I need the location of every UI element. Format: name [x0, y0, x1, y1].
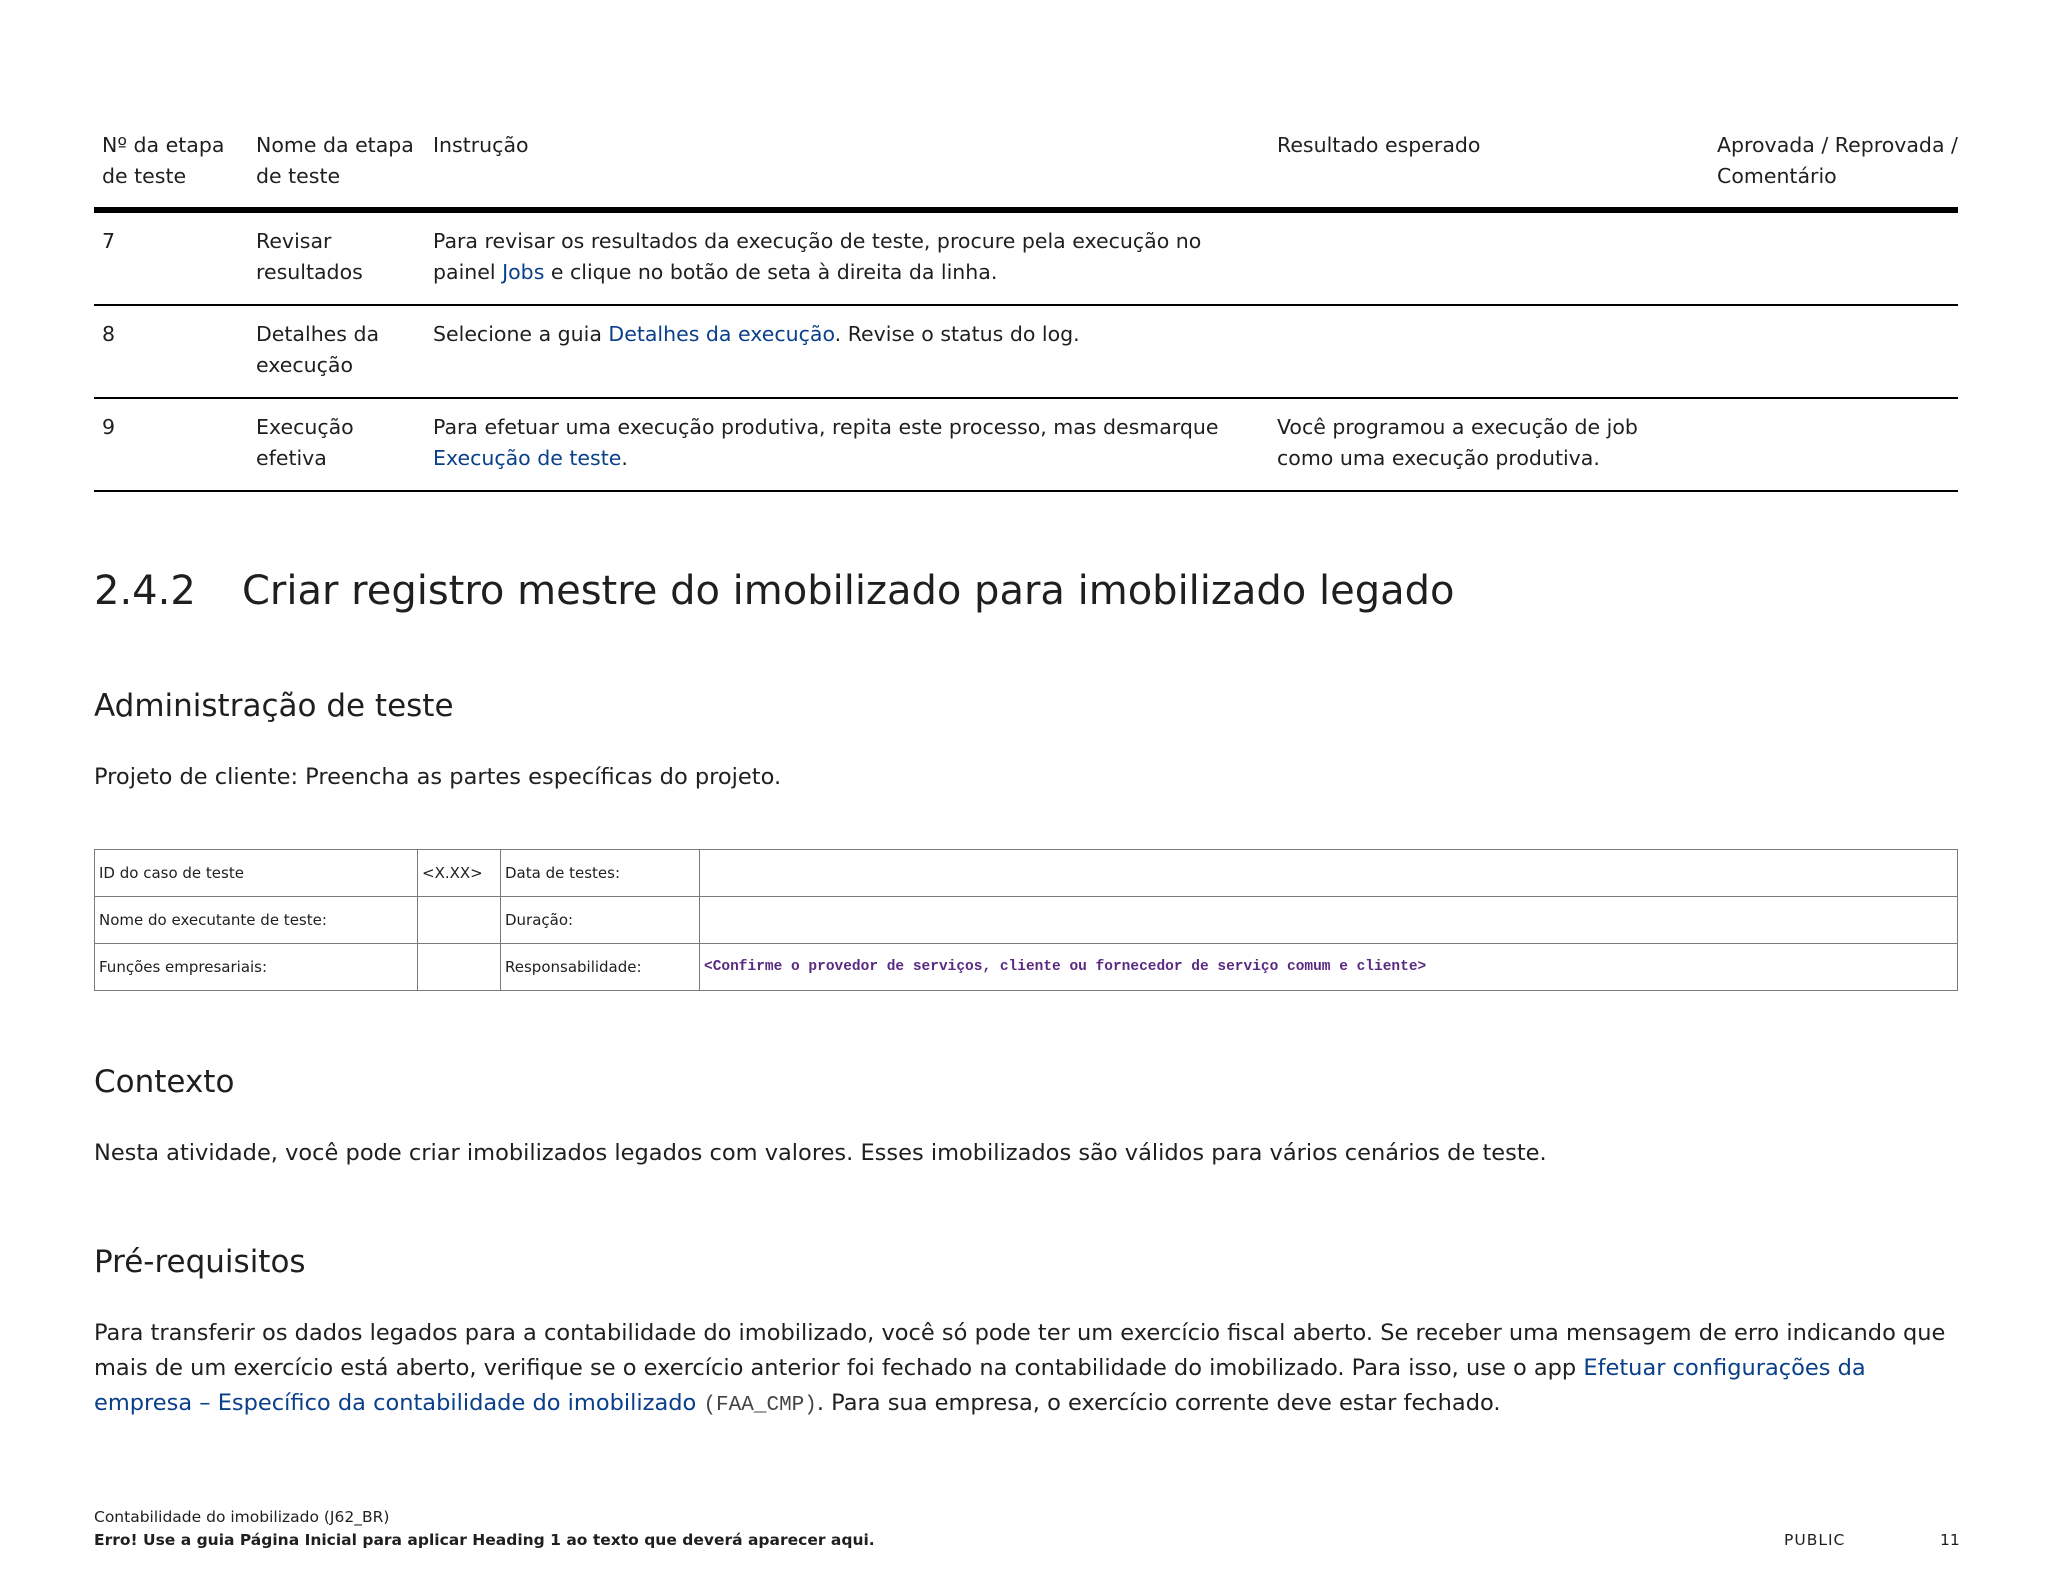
step-instruction [426, 226, 1270, 304]
instruction-text: . Revise o status do log. [834, 322, 1080, 346]
header-pass-fail: Aprovada / Reprovada / Comentário [1717, 133, 1958, 188]
instruction-text: e clique no botão de seta à direita da linha. [544, 260, 998, 284]
admin-label: Nome do executante de teste: [95, 897, 418, 944]
header-step-number: Nº da etapa de teste [102, 133, 225, 188]
admin-label: ID do caso de teste [95, 850, 418, 897]
header-instruction: Instrução [433, 133, 529, 157]
footer-classification: PUBLIC [1784, 1531, 1846, 1549]
test-admin-table [94, 849, 1958, 991]
step-result [1270, 226, 1710, 304]
step-number: 8 [102, 322, 116, 346]
step-name: Execução efetiva [256, 415, 354, 470]
admin-intro: Projeto de cliente: Preencha as partes específicas do projeto. [94, 764, 782, 790]
step-comment [1710, 319, 1958, 397]
context-heading: Contexto [94, 1064, 235, 1100]
admin-label: Duração: [501, 897, 700, 944]
table-row [94, 306, 1958, 399]
page-number: 11 [1940, 1531, 1960, 1549]
step-number: 9 [102, 415, 116, 439]
prereq-text-part: Para transferir os dados legados para a contabilidade do imobilizado, você só pode ter um exercício fiscal aberto. Se receber uma mensagem de erro indicando que mais de um exercício está aberto, verifique se o exercício anterior foi fechado na contabilidade do imobilizado. Para isso, use o app [94, 1320, 1946, 1381]
footer-error-line: Erro! Use a guia Página Inicial para aplicar Heading 1 ao texto que deverá aparecer aqui. [94, 1531, 875, 1549]
admin-heading: Administração de teste [94, 688, 454, 724]
responsibility-value: <Confirme o provedor de serviços, cliente ou fornecedor de serviço comum e cliente> [700, 944, 1958, 991]
context-text: Nesta atividade, você pode criar imobilizados legados com valores. Esses imobilizados são válidos para vários cenários de teste. [94, 1140, 1547, 1166]
table-row [95, 897, 1958, 944]
table-header-row [94, 130, 1958, 213]
company-settings-app-link[interactable]: Efetuar configurações da empresa – Específico da contabilidade do imobilizado [94, 1355, 1866, 1416]
prereq-heading: Pré-requisitos [94, 1244, 306, 1280]
section-number: 2.4.2 [94, 568, 196, 614]
step-name: Detalhes da execução [256, 322, 380, 377]
step-comment [1710, 226, 1958, 304]
header-step-name: Nome da etapa de teste [256, 133, 414, 188]
prereq-text-part: . Para sua empresa, o exercício corrente deve estar fechado. [816, 1390, 1501, 1416]
step-instruction [426, 319, 1270, 397]
admin-value [700, 850, 1958, 897]
instruction-text: Selecione a guia [433, 322, 609, 346]
instruction-text: . [621, 446, 628, 470]
step-result [1270, 319, 1710, 397]
admin-value [700, 897, 1958, 944]
step-name: Revisar resultados [256, 229, 363, 284]
footer-doc-title: Contabilidade do imobilizado (J62_BR) [94, 1508, 390, 1526]
execution-details-link[interactable]: Detalhes da execução [608, 322, 835, 346]
table-row [95, 944, 1958, 991]
test-steps-table [94, 130, 1958, 492]
admin-label: Data de testes: [501, 850, 700, 897]
jobs-link[interactable]: Jobs [502, 260, 545, 284]
admin-label: Funções empresariais: [95, 944, 418, 991]
step-number: 7 [102, 229, 116, 253]
table-row [94, 213, 1958, 306]
test-execution-link[interactable]: Execução de teste [433, 446, 622, 470]
admin-label: Responsabilidade: [501, 944, 700, 991]
admin-value: <X.XX> [418, 850, 501, 897]
step-result: Você programou a execução de job como uma execução produtiva. [1277, 415, 1638, 470]
table-row [95, 850, 1958, 897]
instruction-text: Para revisar os resultados da execução de teste, procure pela execução no painel [433, 229, 1202, 284]
step-instruction [426, 412, 1270, 490]
section-title: Criar registro mestre do imobilizado para imobilizado legado [242, 568, 1455, 614]
admin-value [418, 944, 501, 991]
header-expected-result: Resultado esperado [1277, 133, 1481, 157]
prereq-text [94, 1316, 1962, 1423]
instruction-text: Para efetuar uma execução produtiva, repita este processo, mas desmarque [433, 415, 1219, 439]
app-code: (FAA_CMP) [703, 1394, 817, 1417]
step-comment [1710, 412, 1958, 490]
section-heading [94, 568, 1454, 614]
table-row [94, 399, 1958, 492]
admin-value [418, 897, 501, 944]
